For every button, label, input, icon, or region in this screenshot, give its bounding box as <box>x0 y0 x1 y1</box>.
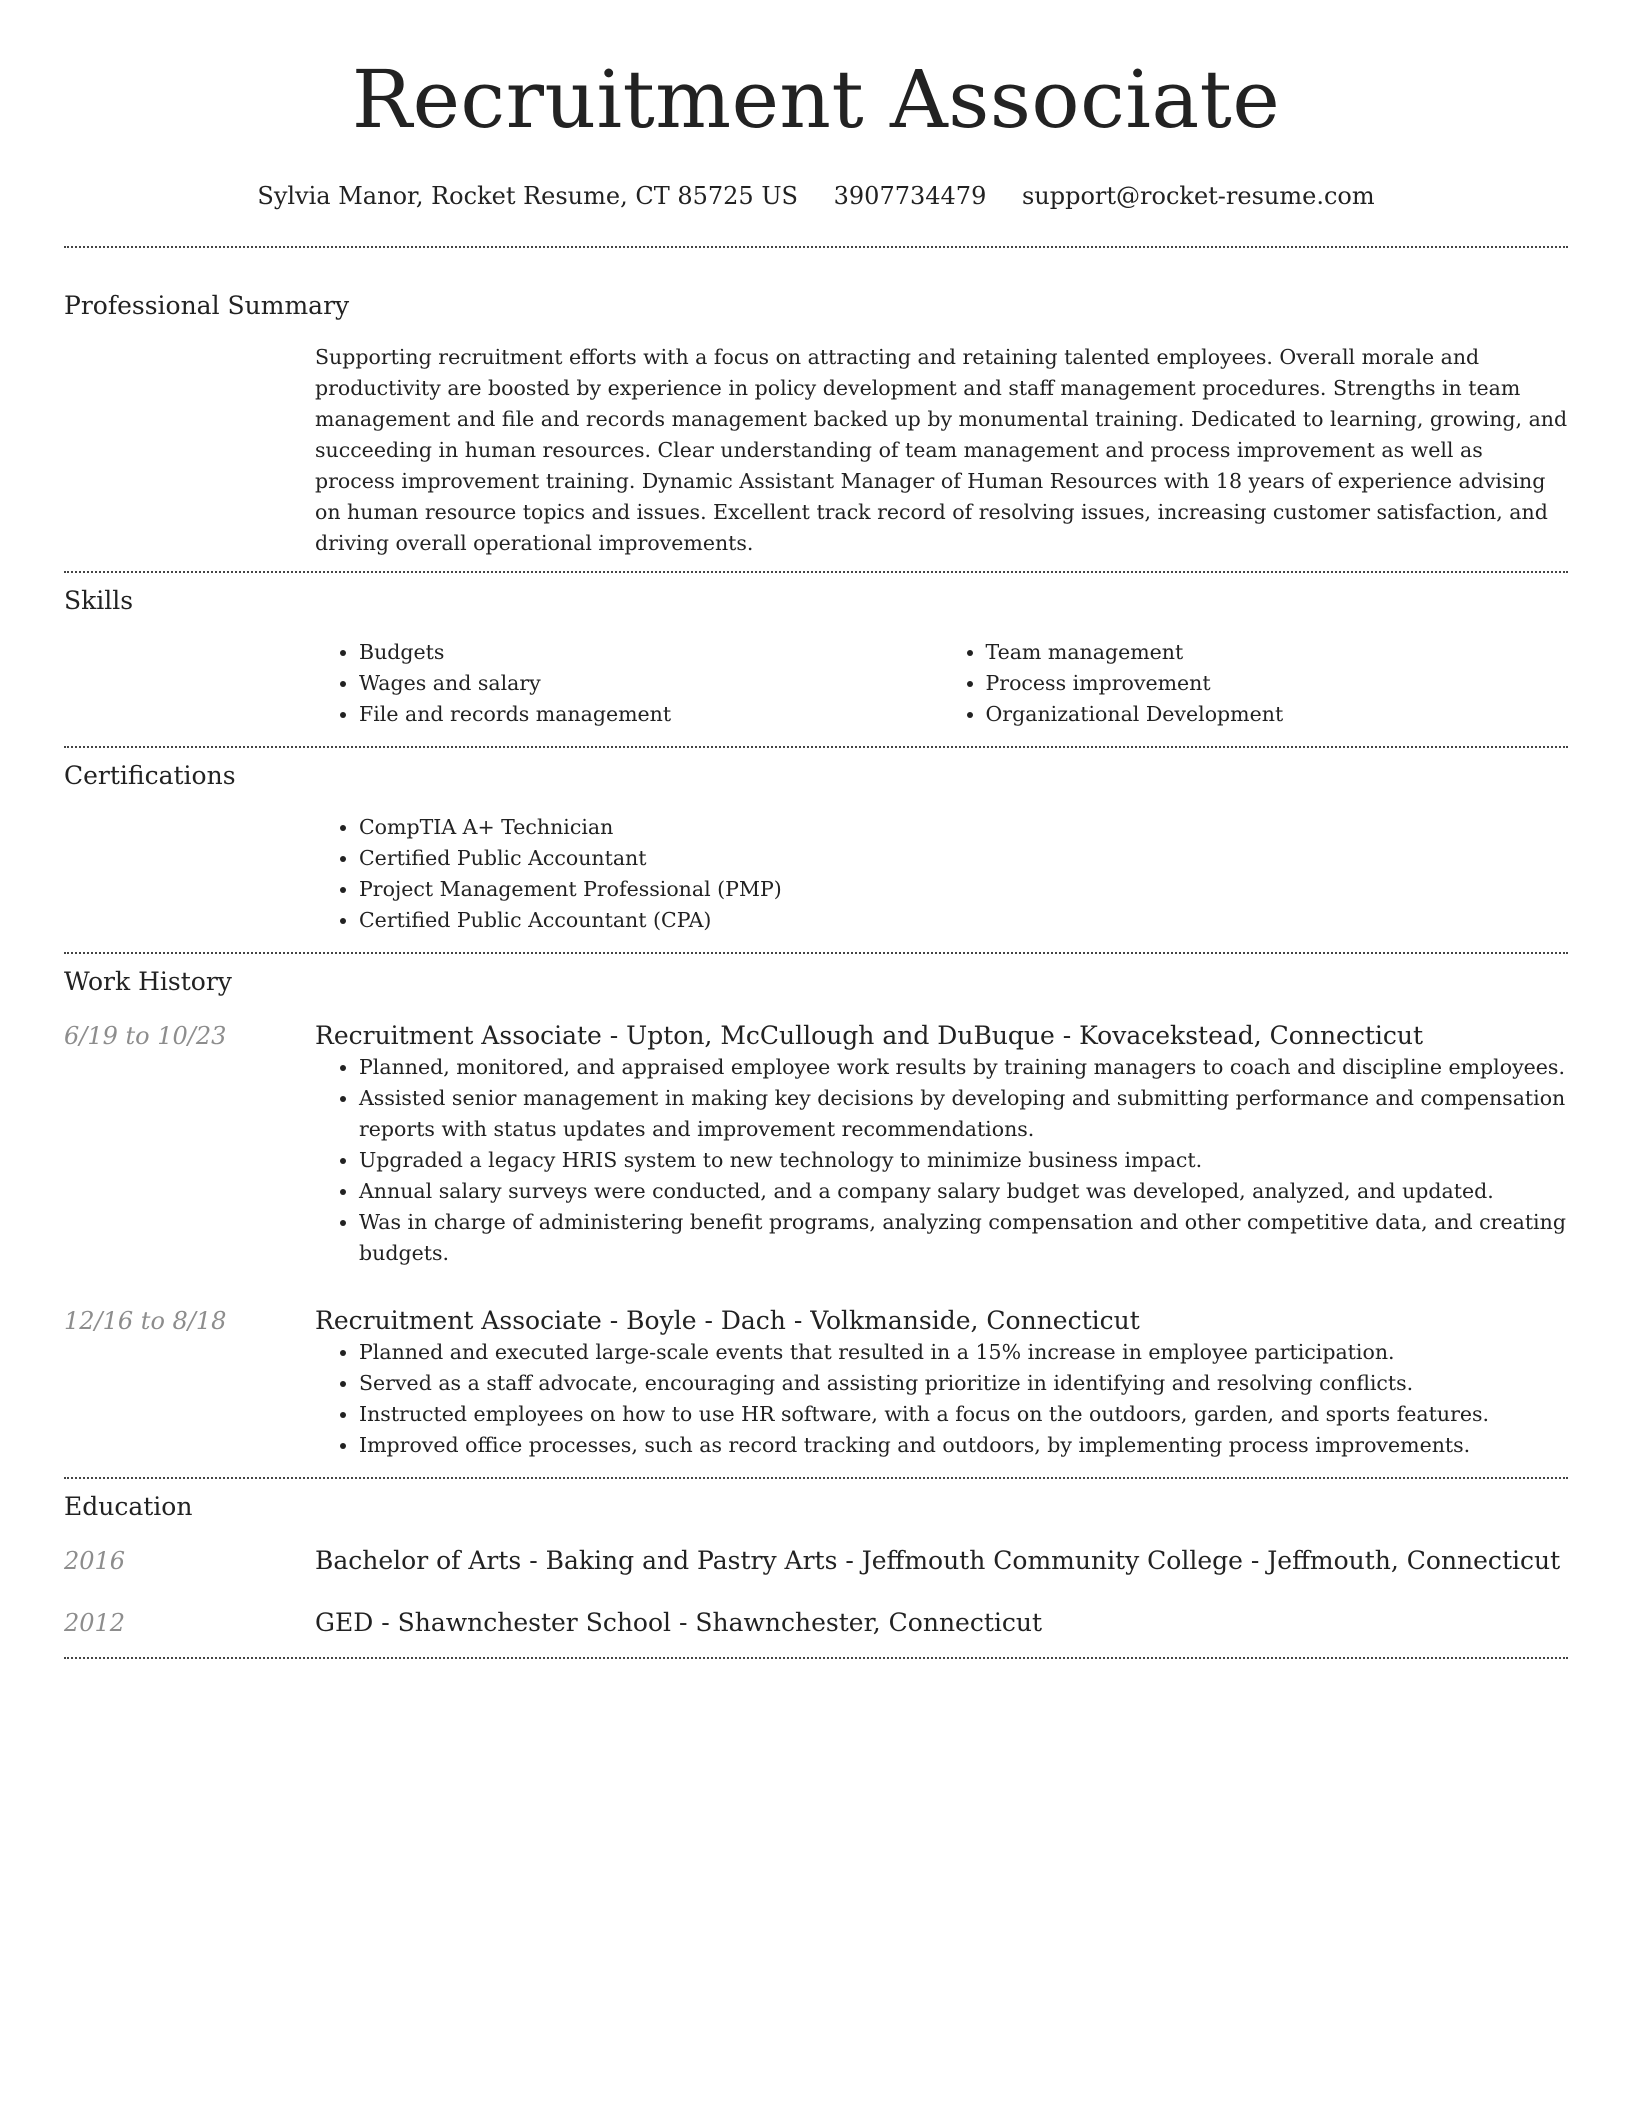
list-item: • Upgraded a legacy HRIS system to new technology to minimize business impact. <box>359 1145 1568 1176</box>
job-dates: 12/16 to 8/18 <box>64 1307 227 1335</box>
job-bullets <box>315 1052 1568 1269</box>
list-item: • Team management <box>986 637 1569 668</box>
section-heading-work: Work History <box>64 967 232 996</box>
work-history-section <box>64 954 1568 1477</box>
section-heading-education: Education <box>64 1492 193 1521</box>
job-entry <box>64 1305 1568 1461</box>
certifications-section <box>64 748 1568 952</box>
list-item: • File and records management <box>359 699 942 730</box>
education-entry <box>64 1545 1568 1577</box>
education-year: 2012 <box>64 1609 126 1637</box>
list-item: • Planned and executed large-scale events that resulted in a 15% increase in employee participation. <box>359 1337 1568 1368</box>
summary-section <box>64 248 1568 571</box>
list-item: • Certified Public Accountant <box>359 843 1568 874</box>
list-item: • Was in charge of administering benefit programs, analyzing compensation and other competitive data, and creating budgets. <box>359 1207 1568 1269</box>
divider <box>64 1657 1568 1659</box>
job-details <box>315 1305 1568 1461</box>
contact-address: Sylvia Manor, Rocket Resume, CT 85725 US <box>257 182 798 210</box>
list-item: • Wages and salary <box>359 668 942 699</box>
skills-list-left <box>315 637 942 730</box>
job-title: Recruitment Associate - Upton, McCullough and DuBuque - Kovacekstead, Connecticut <box>315 1021 1424 1050</box>
certifications-list <box>315 812 1568 952</box>
job-dates: 6/19 to 10/23 <box>64 1022 227 1050</box>
education-section <box>64 1479 1568 1657</box>
skills-list-right <box>942 637 1569 730</box>
education-entry <box>64 1607 1568 1639</box>
contact-line <box>64 180 1568 212</box>
contact-phone: 3907734479 <box>833 182 987 210</box>
cert-bullets <box>315 812 1568 936</box>
section-heading-certifications: Certifications <box>64 761 236 790</box>
section-heading-skills: Skills <box>64 586 134 615</box>
list-item: • Served as a staff advocate, encouraging and assisting prioritize in identifying and resolving conflicts. <box>359 1368 1568 1399</box>
list-item: • Planned, monitored, and appraised employee work results by training managers to coach and discipline employees. <box>359 1052 1568 1083</box>
skills-section <box>64 573 1568 746</box>
skills-grid <box>315 637 1568 746</box>
education-details: GED - Shawnchester School - Shawnchester, Connecticut <box>315 1608 1043 1637</box>
job-details <box>315 1020 1568 1269</box>
page-title: Recruitment Associate <box>351 53 1281 146</box>
resume-header <box>64 0 1568 212</box>
list-item: • Certified Public Accountant (CPA) <box>359 905 1568 936</box>
list-item: • Organizational Development <box>986 699 1569 730</box>
contact-email: support@rocket-resume.com <box>1021 182 1375 210</box>
list-item: • Annual salary surveys were conducted, and a company salary budget was developed, analyzed, and updated. <box>359 1176 1568 1207</box>
list-item: • Project Management Professional (PMP) <box>359 874 1568 905</box>
education-year: 2016 <box>64 1547 126 1575</box>
list-item: • Assisted senior management in making key decisions by developing and submitting performance and compensation reports with status updates and improvement recommendations. <box>359 1083 1568 1145</box>
list-item: • Improved office processes, such as record tracking and outdoors, by implementing process improvements. <box>359 1430 1568 1461</box>
list-item: • Budgets <box>359 637 942 668</box>
job-entry <box>64 1020 1568 1269</box>
summary-text: Supporting recruitment efforts with a focus on attracting and retaining talented employees. Overall morale and productivity are boosted by experience in policy development and staff management procedures. Strengths in team management and file and records management backed up by monumental training. Dedicated to learning, growing, and succeeding in human resources. Clear understanding of team management and process improvement as well as process improvement training. Dynamic Assistant Manager of Human Resources with 18 years of experience advising on human resource topics and issues. Excellent track record of resolving issues, increasing customer satisfaction, and driving overall operational improvements. <box>315 345 1568 555</box>
education-details: Bachelor of Arts - Baking and Pastry Arts - Jeffmouth Community College - Jeffmouth, Connecticut <box>315 1546 1561 1575</box>
list-item: • CompTIA A+ Technician <box>359 812 1568 843</box>
list-item: • Instructed employees on how to use HR software, with a focus on the outdoors, garden, and sports features. <box>359 1399 1568 1430</box>
section-heading-summary: Professional Summary <box>64 291 350 320</box>
list-item: • Process improvement <box>986 668 1569 699</box>
job-title: Recruitment Associate - Boyle - Dach - Volkmanside, Connecticut <box>315 1306 1140 1335</box>
job-bullets <box>315 1337 1568 1461</box>
